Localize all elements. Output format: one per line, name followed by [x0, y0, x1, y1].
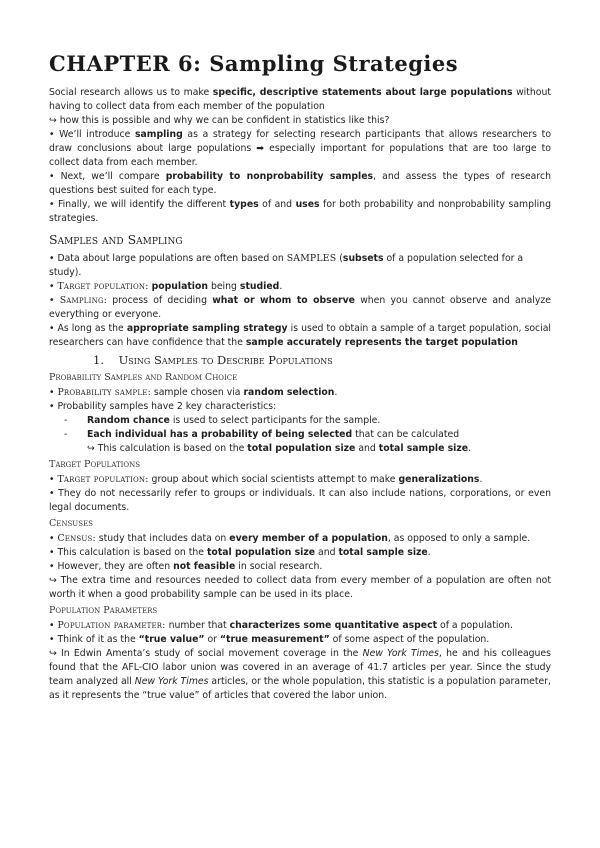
emphasis: not feasible: [173, 561, 236, 572]
samples-bullet-1: [49, 252, 551, 280]
text: ↪ This calculation is based on the: [87, 443, 248, 454]
section-heading-samples: Samples and Sampling: [49, 232, 183, 247]
text: and: [315, 547, 339, 558]
text: (: [336, 253, 343, 264]
text: process of deciding: [107, 295, 213, 306]
text: •: [49, 281, 58, 292]
text: articles, or the whole population, this statistic is a population parameter, as it represents the “true value” of articles that covered the labor union.: [49, 676, 551, 701]
emphasis: total population size: [206, 547, 316, 558]
term: Population parameter:: [57, 620, 166, 631]
dash-marker: -: [64, 415, 68, 426]
text: that can be calculated: [352, 429, 460, 440]
emphasis: uses: [295, 199, 320, 210]
census-bullet-2: [49, 546, 551, 560]
text: •: [49, 533, 58, 544]
emphasis: “true value”: [138, 634, 205, 645]
param-bullet-1: [49, 619, 551, 633]
emphasis: sampling: [134, 129, 183, 140]
text: .: [279, 281, 283, 292]
text: for both probability and nonprobability sampling strategies.: [49, 199, 551, 224]
text: .: [479, 474, 483, 485]
page-title: CHAPTER 6: Sampling Strategies: [49, 51, 459, 76]
text: • Next, we’ll compare: [49, 171, 166, 182]
term: Probability sample:: [57, 387, 151, 398]
emphasis: specific, descriptive statements about large populations: [212, 87, 513, 98]
emphasis: types: [229, 199, 259, 210]
samples-bullet-3: [49, 294, 551, 322]
emphasis: total population size: [247, 443, 356, 454]
text: • As long as the: [49, 323, 127, 334]
emphasis: subsets: [342, 253, 384, 264]
subheading-probability: Probability Samples and Random Choice: [49, 372, 238, 383]
emphasis: random selection: [243, 387, 335, 398]
intro-question: ↪ how this is possible and why we can be confident in statistics like this?: [49, 115, 390, 126]
publication-title: New York Times: [134, 676, 209, 687]
emphasis: probability to nonprobability samples: [165, 171, 374, 182]
text: • Think of it as the: [49, 634, 139, 645]
text: number that: [165, 620, 230, 631]
text: • This calculation is based on the: [49, 547, 207, 558]
text: of a population selected for a study).: [49, 253, 524, 278]
text: ↪ In Edwin Amenta’s study of social movement coverage in the: [49, 648, 363, 659]
emphasis: generalizations: [398, 474, 480, 485]
emphasis: studied: [239, 281, 280, 292]
section-heading-1: 1. Using Samples to Describe Populations: [93, 353, 333, 367]
text: and: [355, 443, 379, 454]
emphasis: sample accurately represents the target population: [245, 337, 518, 348]
emphasis: Each individual has a probability of being selected: [87, 429, 353, 440]
emphasis: characterizes some quantitative aspect: [229, 620, 438, 631]
text: , he and his colleagues found that the AFL-CIO labor union was covered in an average of 41.7 articles per year. Since the study team analyzed all: [49, 648, 551, 687]
text: .: [427, 547, 431, 558]
text: without having to collect data from each member of the population: [49, 87, 552, 112]
census-note: ↪ The extra time and resources needed to collect data from every member of a population are often not worth it when a good probability sample can be used in its place.: [49, 575, 551, 600]
samples-bullet-4: [49, 322, 551, 350]
target-bullet-1: [49, 473, 551, 487]
dash-marker: -: [64, 429, 68, 440]
text: or: [204, 634, 220, 645]
text: is used to obtain a sample of a target population, social researchers can have confidence that the: [49, 323, 552, 348]
emphasis: Random chance: [87, 415, 170, 426]
term: SAMPLES: [286, 253, 337, 264]
text: • Finally, we will identify the different: [49, 199, 230, 210]
param-bullet-2: [49, 633, 551, 647]
emphasis: “true measurement”: [219, 634, 330, 645]
census-bullet-3: [49, 560, 551, 574]
term: Target population:: [57, 474, 149, 485]
text: of a population.: [437, 620, 514, 631]
characteristic-2: [49, 428, 551, 442]
census-bullet-1: [49, 532, 551, 546]
emphasis: what or whom to observe: [212, 295, 355, 306]
samples-bullet-2: [49, 280, 551, 294]
text: is used to select participants for the sample.: [169, 415, 381, 426]
publication-title: New York Times: [362, 648, 439, 659]
text: • However, they are often: [49, 561, 174, 572]
subheading-parameters: Population Parameters: [49, 605, 158, 616]
emphasis: total sample size: [378, 443, 469, 454]
emphasis: total sample size: [338, 547, 428, 558]
intro-bullet-3: [49, 198, 551, 226]
text: , and assess the types of research questions best suited for each type.: [49, 171, 551, 196]
characteristic-1: [49, 414, 551, 428]
text: • Data about large populations are often based on: [49, 253, 287, 264]
text: •: [49, 295, 60, 306]
text: •: [49, 474, 58, 485]
text: • We’ll introduce: [49, 129, 135, 140]
text: as a strategy for selecting research participants that allows researchers to draw conclusions about large populations ➡ especially important for populations that are too large to collect data from each member.: [49, 129, 552, 168]
text: .: [468, 443, 472, 454]
text: •: [49, 620, 58, 631]
text: being: [207, 281, 240, 292]
intro-bullet-1: [49, 128, 551, 170]
param-example: [49, 647, 551, 703]
prob-bullet-2: • Probability samples have 2 key characteristics:: [49, 401, 277, 412]
text: study that includes data on: [95, 533, 230, 544]
subheading-target: Target Populations: [49, 459, 141, 470]
intro-paragraph: [49, 86, 551, 114]
emphasis: population: [151, 281, 208, 292]
subheading-censuses: Censuses: [49, 518, 93, 529]
prob-bullet-1: [49, 386, 551, 400]
text: group about which social scientists attempt to make: [148, 474, 399, 485]
text: .: [334, 387, 338, 398]
emphasis: every member of a population: [229, 533, 388, 544]
term: Census:: [57, 533, 96, 544]
text: when you cannot observe and analyze everything or everyone.: [49, 295, 551, 320]
text: of and: [258, 199, 296, 210]
emphasis: appropriate sampling strategy: [126, 323, 288, 334]
term: Target population:: [57, 281, 149, 292]
text: , as opposed to only a sample.: [387, 533, 531, 544]
intro-bullet-2: [49, 170, 551, 198]
characteristic-2-note: [49, 442, 551, 456]
text: in social research.: [235, 561, 323, 572]
target-bullet-2: • They do not necessarily refer to groups or individuals. It can also include nations, corporations, or even legal documents.: [49, 488, 551, 513]
text: •: [49, 387, 58, 398]
document-page: [49, 52, 551, 703]
text: of some aspect of the population.: [329, 634, 490, 645]
text: sample chosen via: [150, 387, 244, 398]
term: Sampling:: [59, 295, 108, 306]
text: Social research allows us to make: [49, 87, 213, 98]
